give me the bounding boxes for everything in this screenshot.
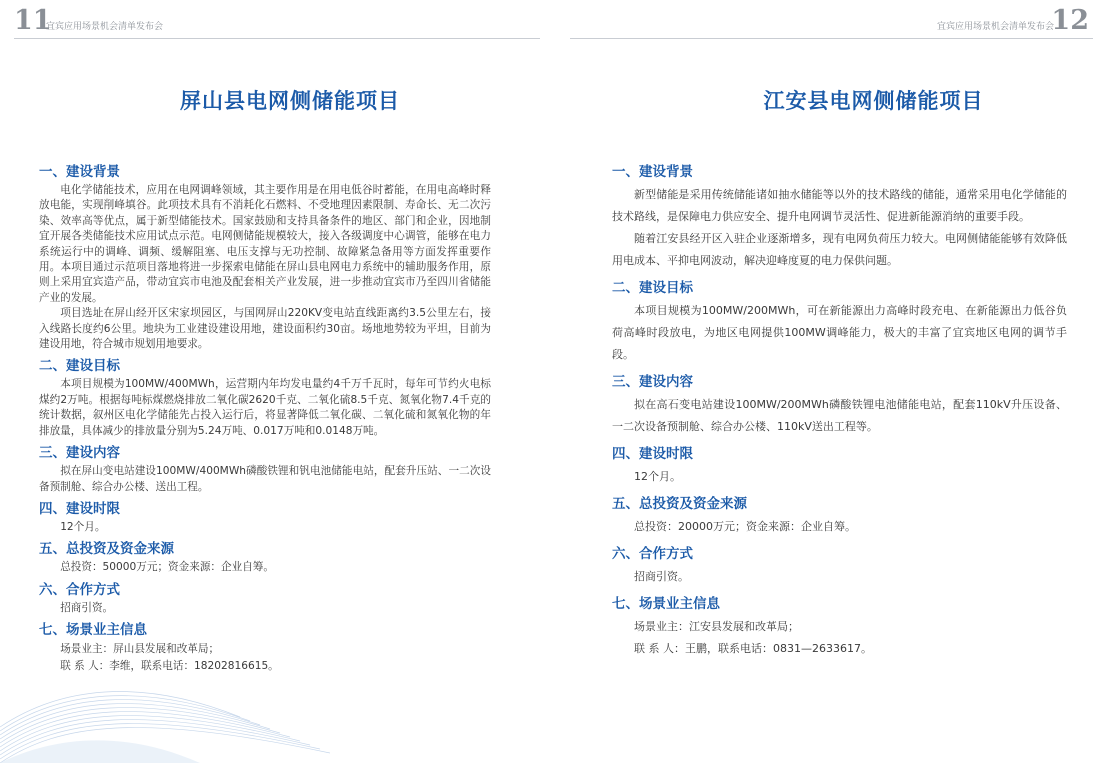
section-paragraph: 总投资：50000万元；资金来源：企业自筹。 xyxy=(60,561,274,574)
left-page-title: 屏山县电网侧储能项目 xyxy=(180,89,400,113)
section-paragraph: 总投资：20000万元；资金来源：企业自筹。 xyxy=(634,520,856,533)
section-heading: 一、建设背景 xyxy=(39,164,120,180)
section-paragraph: 项目选址在屏山经开区宋家坝园区，与国网屏山220KV变电站直线距离约3.5公里左右，接入线路长度约6公里。地块为工业建设建设用地，建设面积约30亩。场地地势较为平坦，目前为建设用地，符合城市规划用地要求。 xyxy=(39,307,491,351)
section-heading: 七、场景业主信息 xyxy=(612,596,720,612)
section-heading: 六、合作方式 xyxy=(39,581,120,598)
left-page-content xyxy=(39,162,491,675)
decorative-wave-graphic xyxy=(0,643,330,763)
right-page-number: 12 xyxy=(1051,5,1089,36)
section-heading: 七、场景业主信息 xyxy=(39,622,147,639)
section-heading: 五、总投资及资金来源 xyxy=(612,496,747,512)
right-page-header xyxy=(570,0,1107,40)
section-paragraph: 12个月。 xyxy=(60,520,106,533)
page-gutter xyxy=(540,0,570,763)
section-paragraph: 招商引资。 xyxy=(634,570,689,583)
section-paragraph: 拟在屏山变电站建设100MW/400MWh磷酸铁锂和钒电池储能电站，配套升压站、一二次设备预制舱、综合办公楼、送出工程。 xyxy=(39,465,491,493)
right-page-title: 江安县电网侧储能项目 xyxy=(763,89,984,113)
left-page-number: 11 xyxy=(14,5,52,36)
left-page-header xyxy=(0,0,540,40)
section-heading: 六、合作方式 xyxy=(612,546,693,562)
section-paragraph: 电化学储能技术，应用在电网调峰领域，其主要作用是在用电低谷时蓄能，在用电高峰时释放电能，实现削峰填谷。此项技术具有不消耗化石燃料、不受地理因素限制、寿命长、无二次污染、效率高等优点，属于新型储能技术。国家鼓励和支持具备条件的地区、部门和企业，因地制宜开展各类储能技术应用试点示范。电网侧储能规模较大，接入各级调度中心调管，能够在电力系统运行中的调峰、调频、缓解阻塞、电压支撑与无功控制、故障紧急备用等方面发挥重要作用。本项目通过示范项目落地将进一步探索电储能在屏山县电网电力系统中的辅助服务作用，原则上采用宜宾造产品，带动宜宾市电池及配套相关产业发展，进一步推动宜宾市乃至四川省储能产业的发展。 xyxy=(39,184,491,304)
owner-info-line: 联 系 人：李维，联系电话：18202816615。 xyxy=(60,660,279,673)
section-heading: 三、建设内容 xyxy=(39,445,120,462)
left-header-label: 宜宾应用场景机会清单发布会 xyxy=(46,22,164,32)
section-heading: 二、建设目标 xyxy=(612,280,693,296)
section-paragraph: 招商引资。 xyxy=(60,601,114,614)
section-paragraph: 12个月。 xyxy=(634,470,681,483)
right-header-label: 宜宾应用场景机会清单发布会 xyxy=(936,22,1054,32)
section-heading: 二、建设目标 xyxy=(39,358,120,375)
section-heading: 五、总投资及资金来源 xyxy=(39,541,174,558)
section-paragraph: 本项目规模为100MW/200MWh，可在新能源出力高峰时段充电、在新能源出力低谷负荷高峰时段放电，为地区电网提供100MW调峰能力，极大的丰富了宜宾地区电网的调节手段。 xyxy=(612,304,1067,361)
section-heading: 三、建设内容 xyxy=(612,374,693,390)
left-page xyxy=(0,0,540,763)
section-paragraph: 随着江安县经开区入驻企业逐渐增多，现有电网负荷压力较大。电网侧储能能够有效降低用电成本、平抑电网波动，解决迎峰度夏的电力保供问题。 xyxy=(612,232,1067,267)
left-header-rule xyxy=(14,38,540,39)
owner-info-line: 场景业主：屏山县发展和改革局； xyxy=(60,643,220,656)
section-heading: 四、建设时限 xyxy=(612,446,693,462)
owner-info-line: 场景业主：江安县发展和改革局； xyxy=(634,620,799,633)
owner-info-line: 联 系 人：王鹏，联系电话：0831—2633617。 xyxy=(634,642,872,655)
right-header-rule xyxy=(570,38,1093,39)
right-page xyxy=(570,0,1107,763)
section-heading: 四、建设时限 xyxy=(39,500,120,517)
section-heading: 一、建设背景 xyxy=(612,164,693,180)
section-paragraph: 拟在高石变电站建设100MW/200MWh磷酸铁锂电池储能电站，配套110kV升压设备、一二次设备预制舱、综合办公楼、110kV送出工程等。 xyxy=(612,398,1067,433)
section-paragraph: 新型储能是采用传统储能诸如抽水储能等以外的技术路线的储能，通常采用电化学储能的技术路线，是保障电力供应安全、提升电网调节灵活性、促进新能源消纳的重要手段。 xyxy=(612,188,1067,223)
right-page-content xyxy=(612,162,1067,660)
section-paragraph: 本项目规模为100MW/400MWh，运营期内年均发电量约4千万千瓦时，每年可节约火电标煤约2万吨。根据每吨标煤燃烧排放二氧化碳2620千克、二氧化硫8.5千克、氮氧化物7.4千克的统计数据，叙州区电化学储能先占投入运行后，将显著降低二氧化碳、二氧化硫和氮氧化物的年排放量，具体减少的排放量分别为5.24万吨、0.017万吨和0.0148万吨。 xyxy=(39,378,491,437)
